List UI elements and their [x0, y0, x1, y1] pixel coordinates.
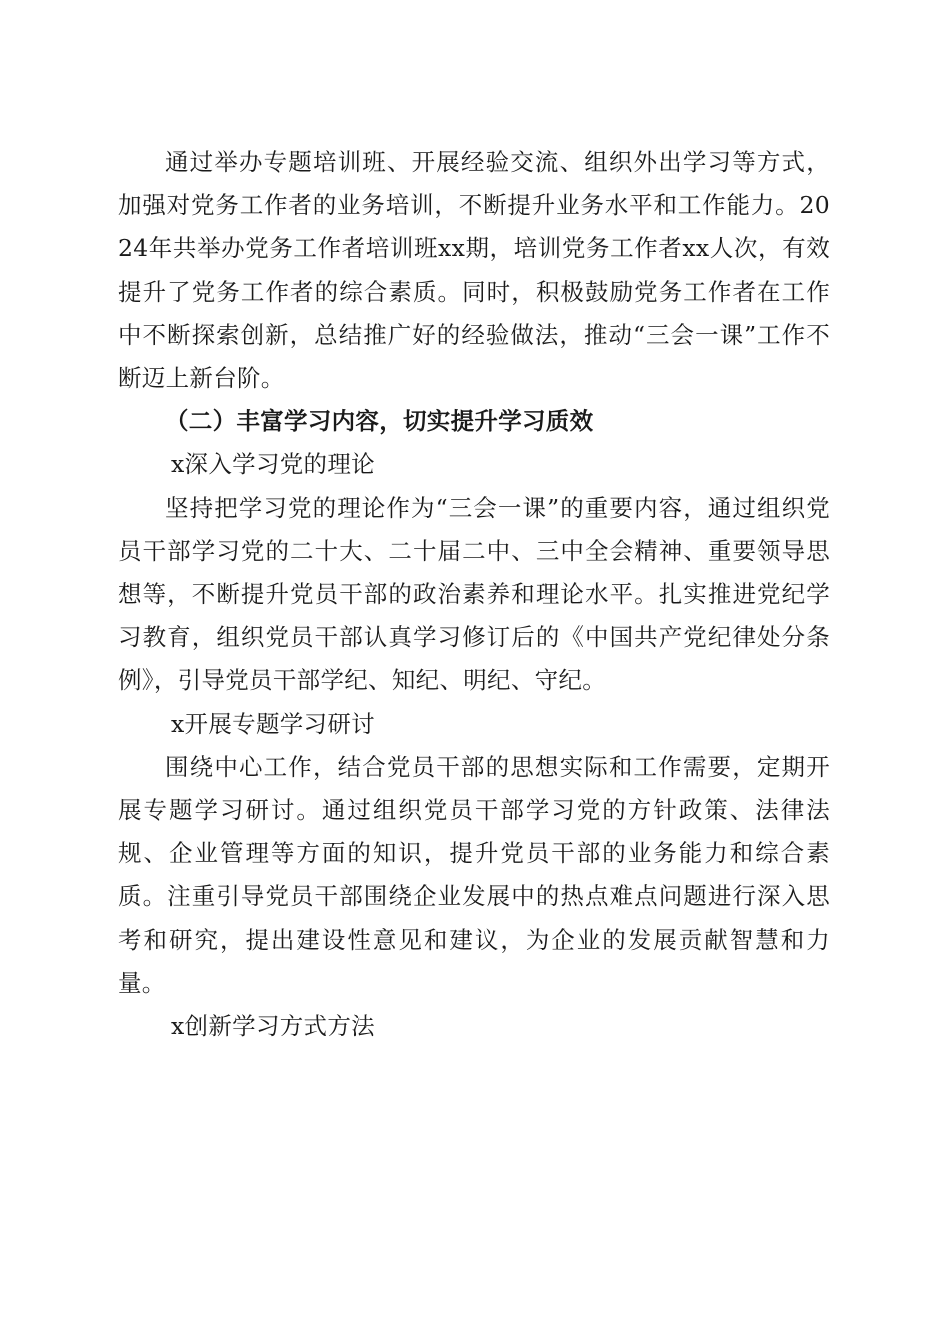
document-body	[118, 141, 830, 1048]
paragraph-theory: 坚持把学习党的理论作为“三会一课”的重要内容，通过组织党员干部学习党的二十大、二十届二中、三中全会精神、重要领导思想等，不断提升党员干部的政治素养和理论水平。扎实推进党纪学习教育，组织党员干部认真学习修订后的《中国共产党纪律处分条例》，引导党员干部学纪、知纪、明纪、守纪。	[118, 493, 830, 695]
paragraph-training: 通过举办专题培训班、开展经验交流、组织外出学习等方式，加强对党务工作者的业务培训，不断提升业务水平和工作能力。2024年共举办党务工作者培训班xx期，培训党务工作者xx人次，有效提升了党务工作者的综合素质。同时，积极鼓励党务工作者在工作中不断探索创新，总结推广好的经验做法，推动“三会一课”工作不断迈上新台阶。	[118, 148, 830, 393]
subheading-seminar: x开展专题学习研讨	[171, 709, 375, 738]
subheading-methods: x创新学习方式方法	[171, 1012, 375, 1041]
subheading-theory: x深入学习党的理论	[171, 450, 375, 479]
section-heading-2: （二）丰富学习内容，切实提升学习质效	[165, 407, 594, 436]
paragraph-seminar: 围绕中心工作，结合党员干部的思想实际和工作需要，定期开展专题学习研讨。通过组织党员干部学习党的方针政策、法律法规、企业管理等方面的知识，提升党员干部的业务能力和综合素质。注重引导党员干部围绕企业发展中的热点难点问题进行深入思考和研究，提出建设性意见和建议，为企业的发展贡献智慧和力量。	[118, 752, 830, 997]
